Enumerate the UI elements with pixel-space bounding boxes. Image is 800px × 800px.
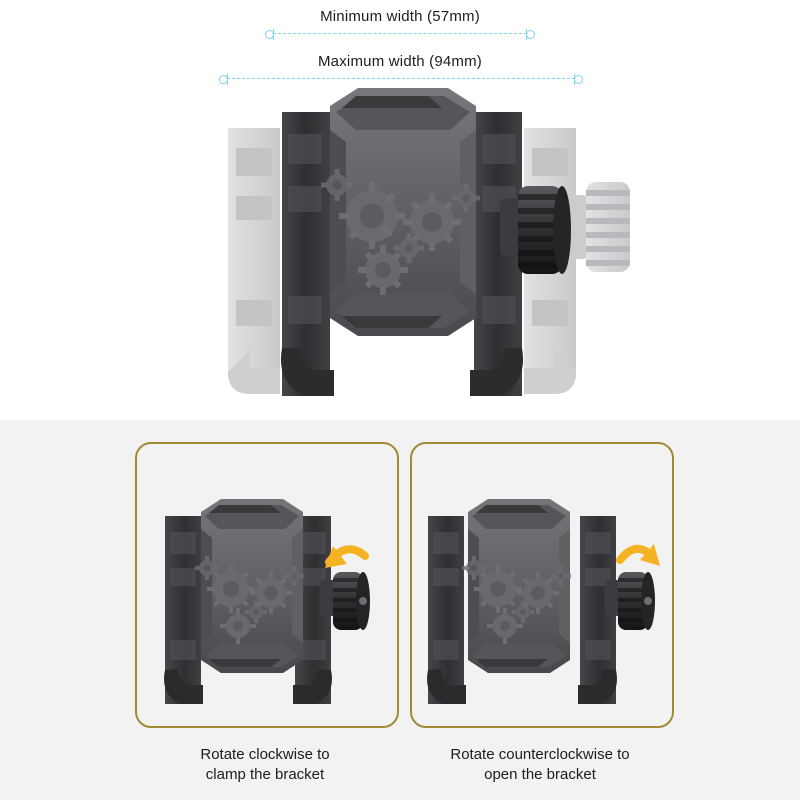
- counterclockwise-illustration: [412, 444, 668, 722]
- instruction-panels-section: [0, 420, 800, 800]
- holder-body: [321, 88, 480, 336]
- panel-rotate-clockwise: [135, 442, 399, 728]
- caption-counterclockwise: [400, 745, 680, 785]
- minimum-width-label: Minimum width (57mm): [320, 8, 480, 25]
- ghost-knob: [566, 182, 630, 272]
- caption-counterclockwise-line1: Rotate counterclockwise to: [450, 746, 630, 763]
- caption-counterclockwise-line2: open the bracket: [484, 766, 596, 783]
- caption-clockwise-line1: Rotate clockwise to: [200, 746, 330, 763]
- holder-body: [195, 499, 304, 673]
- caption-clockwise-line2: clamp the bracket: [205, 766, 325, 783]
- panel-rotate-counterclockwise: [410, 442, 674, 728]
- maximum-width-label: Maximum width (94mm): [317, 53, 483, 70]
- caption-clockwise: [125, 745, 405, 785]
- clockwise-illustration: [137, 444, 393, 722]
- counterclockwise-rotation-arrow-icon: [620, 544, 660, 566]
- holder-body: [462, 499, 571, 673]
